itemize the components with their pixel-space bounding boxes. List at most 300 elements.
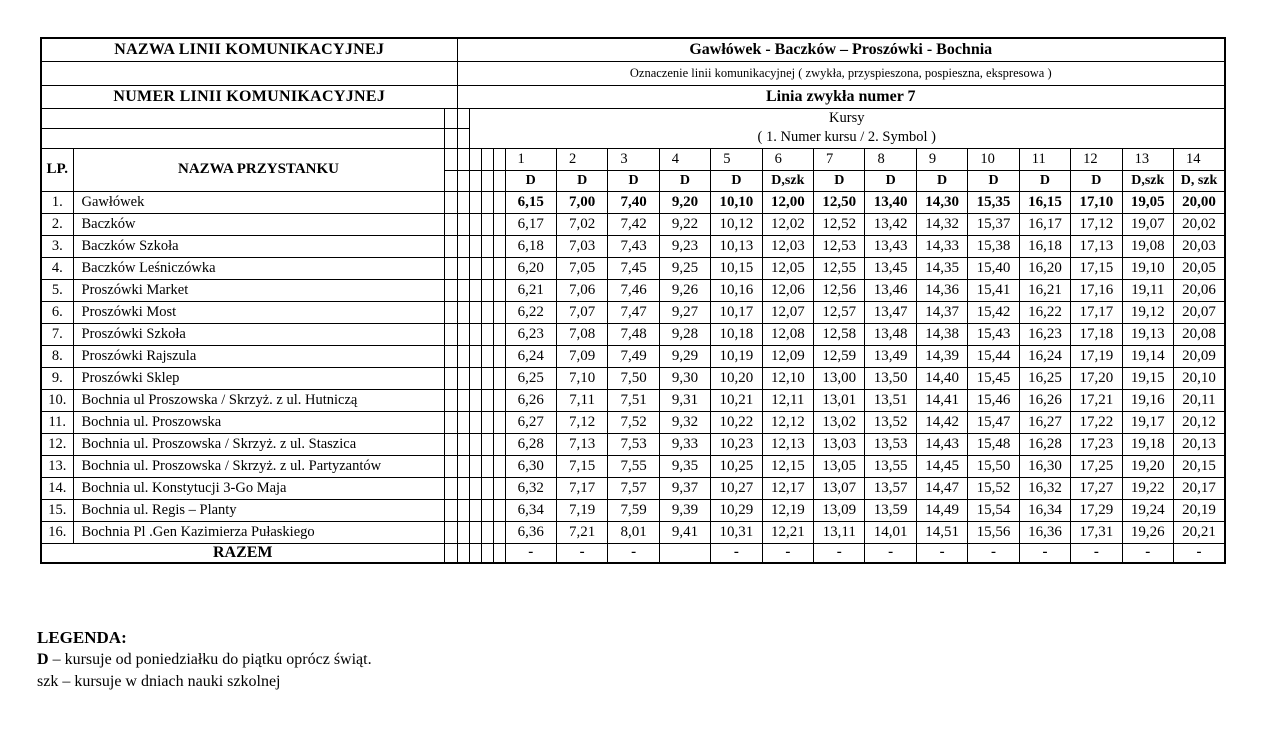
departure-time: 15,48 xyxy=(968,433,1019,455)
empty-cell xyxy=(481,191,493,213)
departure-time: 14,45 xyxy=(916,455,967,477)
courses-header-cell xyxy=(469,108,1225,148)
course-symbol: D xyxy=(711,170,762,191)
departure-time: 14,39 xyxy=(916,345,967,367)
departure-time: 7,53 xyxy=(608,433,659,455)
departure-time: 14,40 xyxy=(916,367,967,389)
departure-time: 19,12 xyxy=(1122,301,1173,323)
empty-cell xyxy=(481,367,493,389)
course-number: 6 xyxy=(762,148,813,170)
departure-time: 14,41 xyxy=(916,389,967,411)
departure-time: 15,38 xyxy=(968,235,1019,257)
departure-time: 19,15 xyxy=(1122,367,1173,389)
departure-time: 12,05 xyxy=(762,257,813,279)
departure-time: 12,15 xyxy=(762,455,813,477)
courses-header-row xyxy=(41,108,1225,128)
departure-time: 19,16 xyxy=(1122,389,1173,411)
departure-time: 16,27 xyxy=(1019,411,1070,433)
empty-cell xyxy=(469,543,481,563)
departure-time: 12,21 xyxy=(762,521,813,543)
departure-time: 14,38 xyxy=(916,323,967,345)
stop-number: 5. xyxy=(41,279,73,301)
departure-time: 9,41 xyxy=(659,521,710,543)
course-symbol: D xyxy=(1019,170,1070,191)
departure-time: 16,22 xyxy=(1019,301,1070,323)
departure-time: 6,30 xyxy=(505,455,556,477)
departure-time: 12,07 xyxy=(762,301,813,323)
departure-time: 17,31 xyxy=(1071,521,1122,543)
empty-cell xyxy=(469,499,481,521)
departure-time: 12,17 xyxy=(762,477,813,499)
stop-number: 11. xyxy=(41,411,73,433)
empty-cell xyxy=(444,477,457,499)
timetable-table xyxy=(40,37,1226,564)
departure-time: 15,41 xyxy=(968,279,1019,301)
empty-cell xyxy=(469,411,481,433)
departure-time: 7,11 xyxy=(556,389,607,411)
departure-time: 20,21 xyxy=(1174,521,1226,543)
course-number: 10 xyxy=(968,148,1019,170)
departure-time: 16,34 xyxy=(1019,499,1070,521)
course-number: 3 xyxy=(608,148,659,170)
empty-cell xyxy=(493,257,505,279)
empty-cell xyxy=(493,477,505,499)
departure-time: 13,02 xyxy=(814,411,865,433)
departure-time: 6,17 xyxy=(505,213,556,235)
empty-cell xyxy=(493,521,505,543)
empty-cell xyxy=(457,279,469,301)
departure-time: 6,23 xyxy=(505,323,556,345)
departure-time: 7,47 xyxy=(608,301,659,323)
departure-time: 16,25 xyxy=(1019,367,1070,389)
departure-time: 9,29 xyxy=(659,345,710,367)
empty-cell xyxy=(444,521,457,543)
empty-cell xyxy=(481,323,493,345)
empty-cell xyxy=(481,279,493,301)
departure-time: 13,01 xyxy=(814,389,865,411)
departure-time: 20,08 xyxy=(1174,323,1226,345)
stop-name: Proszówki Rajszula xyxy=(73,345,444,367)
departure-time: 15,43 xyxy=(968,323,1019,345)
departure-time: 13,11 xyxy=(814,521,865,543)
stop-row xyxy=(41,235,1225,257)
empty-cell xyxy=(457,345,469,367)
empty-cell xyxy=(493,411,505,433)
empty-cell xyxy=(457,108,469,128)
stop-row xyxy=(41,477,1225,499)
empty-cell xyxy=(481,213,493,235)
departure-time: 7,07 xyxy=(556,301,607,323)
departure-time: 7,12 xyxy=(556,411,607,433)
course-number: 14 xyxy=(1174,148,1226,170)
departure-time: 7,06 xyxy=(556,279,607,301)
empty-cell xyxy=(444,411,457,433)
departure-time: 10,12 xyxy=(711,213,762,235)
stops-body xyxy=(41,191,1225,543)
departure-time: 14,49 xyxy=(916,499,967,521)
stop-number: 13. xyxy=(41,455,73,477)
empty-cell xyxy=(457,543,469,563)
course-symbol: D,szk xyxy=(762,170,813,191)
empty-cell xyxy=(457,389,469,411)
empty-cell xyxy=(457,477,469,499)
departure-time: 20,15 xyxy=(1174,455,1226,477)
stop-number: 14. xyxy=(41,477,73,499)
stop-row xyxy=(41,367,1225,389)
empty-cell xyxy=(493,367,505,389)
summary-cell: - xyxy=(865,543,916,563)
departure-time: 20,12 xyxy=(1174,411,1226,433)
departure-time: 10,23 xyxy=(711,433,762,455)
departure-time: 15,44 xyxy=(968,345,1019,367)
summary-cell: - xyxy=(608,543,659,563)
stop-number: 9. xyxy=(41,367,73,389)
summary-cell: - xyxy=(762,543,813,563)
departure-time: 7,45 xyxy=(608,257,659,279)
stop-row xyxy=(41,191,1225,213)
course-symbol: D xyxy=(1071,170,1122,191)
departure-time: 9,26 xyxy=(659,279,710,301)
departure-time: 14,01 xyxy=(865,521,916,543)
departure-time: 9,37 xyxy=(659,477,710,499)
departure-time: 19,14 xyxy=(1122,345,1173,367)
departure-time: 14,51 xyxy=(916,521,967,543)
departure-time: 9,27 xyxy=(659,301,710,323)
empty-cell xyxy=(457,455,469,477)
empty-cell xyxy=(469,301,481,323)
stop-name: Baczków Leśniczówka xyxy=(73,257,444,279)
departure-time: 12,12 xyxy=(762,411,813,433)
summary-cell: - xyxy=(968,543,1019,563)
departure-time: 12,10 xyxy=(762,367,813,389)
empty-cell xyxy=(481,235,493,257)
stop-name: Bochnia Pl .Gen Kazimierza Pułaskiego xyxy=(73,521,444,543)
stop-number: 2. xyxy=(41,213,73,235)
empty-cell xyxy=(444,323,457,345)
departure-time: 6,15 xyxy=(505,191,556,213)
empty-cell xyxy=(457,367,469,389)
departure-time: 20,07 xyxy=(1174,301,1226,323)
empty-cell xyxy=(469,235,481,257)
empty-cell xyxy=(493,170,505,191)
departure-time: 13,53 xyxy=(865,433,916,455)
departure-time: 7,57 xyxy=(608,477,659,499)
empty-cell xyxy=(493,213,505,235)
departure-time: 7,49 xyxy=(608,345,659,367)
stop-name: Bochnia ul Proszowska / Skrzyż. z ul. Hutniczą xyxy=(73,389,444,411)
departure-time: 6,24 xyxy=(505,345,556,367)
empty-cell xyxy=(444,148,457,170)
departure-time: 16,28 xyxy=(1019,433,1070,455)
departure-time: 13,47 xyxy=(865,301,916,323)
departure-time: 15,46 xyxy=(968,389,1019,411)
departure-time: 16,18 xyxy=(1019,235,1070,257)
stop-name: Proszówki Most xyxy=(73,301,444,323)
empty-cell xyxy=(481,455,493,477)
empty-cell xyxy=(481,148,493,170)
departure-time: 13,07 xyxy=(814,477,865,499)
departure-time: 17,12 xyxy=(1071,213,1122,235)
departure-time: 17,15 xyxy=(1071,257,1122,279)
departure-time: 17,10 xyxy=(1071,191,1122,213)
stop-row xyxy=(41,433,1225,455)
empty-cell xyxy=(481,477,493,499)
departure-time: 13,00 xyxy=(814,367,865,389)
departure-time: 7,15 xyxy=(556,455,607,477)
departure-time: 8,01 xyxy=(608,521,659,543)
departure-time: 12,09 xyxy=(762,345,813,367)
empty-cell xyxy=(469,191,481,213)
departure-time: 9,25 xyxy=(659,257,710,279)
empty-cell xyxy=(41,128,444,148)
departure-time: 10,22 xyxy=(711,411,762,433)
departure-time: 6,28 xyxy=(505,433,556,455)
empty-cell xyxy=(469,455,481,477)
empty-cell xyxy=(493,191,505,213)
legend-line-d xyxy=(37,649,372,671)
course-symbol: D, szk xyxy=(1174,170,1226,191)
empty-cell xyxy=(493,499,505,521)
empty-cell xyxy=(444,455,457,477)
line-number-value: Linia zwykła numer 7 xyxy=(457,85,1225,108)
departure-time: 14,47 xyxy=(916,477,967,499)
departure-time: 13,52 xyxy=(865,411,916,433)
departure-time: 10,16 xyxy=(711,279,762,301)
departure-time: 19,05 xyxy=(1122,191,1173,213)
departure-time: 20,05 xyxy=(1174,257,1226,279)
departure-time: 6,21 xyxy=(505,279,556,301)
departure-time: 12,53 xyxy=(814,235,865,257)
departure-time: 20,19 xyxy=(1174,499,1226,521)
departure-time: 20,11 xyxy=(1174,389,1226,411)
departure-time: 15,47 xyxy=(968,411,1019,433)
departure-time: 12,52 xyxy=(814,213,865,235)
empty-cell xyxy=(469,279,481,301)
departure-time: 9,39 xyxy=(659,499,710,521)
empty-cell xyxy=(481,389,493,411)
departure-time: 9,33 xyxy=(659,433,710,455)
departure-time: 9,35 xyxy=(659,455,710,477)
departure-time: 7,09 xyxy=(556,345,607,367)
stop-row xyxy=(41,411,1225,433)
departure-time: 17,18 xyxy=(1071,323,1122,345)
empty-cell xyxy=(469,521,481,543)
stop-number: 8. xyxy=(41,345,73,367)
departure-time: 10,10 xyxy=(711,191,762,213)
summary-cell: - xyxy=(1174,543,1226,563)
empty-cell xyxy=(469,323,481,345)
departure-time: 13,55 xyxy=(865,455,916,477)
departure-time: 20,02 xyxy=(1174,213,1226,235)
departure-time: 13,09 xyxy=(814,499,865,521)
empty-cell xyxy=(457,433,469,455)
stop-name: Bochnia ul. Proszowska / Skrzyż. z ul. Partyzantów xyxy=(73,455,444,477)
departure-time: 7,00 xyxy=(556,191,607,213)
departure-time: 13,03 xyxy=(814,433,865,455)
departure-time: 7,40 xyxy=(608,191,659,213)
empty-cell xyxy=(481,170,493,191)
course-symbol: D xyxy=(968,170,1019,191)
stop-name: Bochnia ul. Konstytucji 3-Go Maja xyxy=(73,477,444,499)
departure-time: 17,19 xyxy=(1071,345,1122,367)
summary-cell: - xyxy=(916,543,967,563)
departure-time: 10,18 xyxy=(711,323,762,345)
course-number: 2 xyxy=(556,148,607,170)
departure-time: 14,35 xyxy=(916,257,967,279)
departure-time: 12,00 xyxy=(762,191,813,213)
empty-cell xyxy=(493,389,505,411)
departure-time: 7,48 xyxy=(608,323,659,345)
departure-time: 12,57 xyxy=(814,301,865,323)
departure-time: 14,33 xyxy=(916,235,967,257)
stop-number: 4. xyxy=(41,257,73,279)
departure-time: 6,25 xyxy=(505,367,556,389)
stop-number: 16. xyxy=(41,521,73,543)
departure-time: 6,22 xyxy=(505,301,556,323)
course-symbol: D xyxy=(556,170,607,191)
summary-cell xyxy=(659,543,710,563)
departure-time: 7,19 xyxy=(556,499,607,521)
legend xyxy=(37,627,372,693)
departure-time: 15,54 xyxy=(968,499,1019,521)
course-symbol: D,szk xyxy=(1122,170,1173,191)
course-symbol: D xyxy=(659,170,710,191)
stop-name: Proszówki Sklep xyxy=(73,367,444,389)
empty-cell xyxy=(444,128,457,148)
summary-cell: - xyxy=(556,543,607,563)
departure-time: 14,42 xyxy=(916,411,967,433)
departure-time: 15,40 xyxy=(968,257,1019,279)
designation-row xyxy=(41,61,1225,85)
empty-cell xyxy=(493,279,505,301)
departure-time: 19,11 xyxy=(1122,279,1173,301)
departure-time: 7,10 xyxy=(556,367,607,389)
departure-time: 16,32 xyxy=(1019,477,1070,499)
departure-time: 10,19 xyxy=(711,345,762,367)
departure-time: 7,51 xyxy=(608,389,659,411)
course-numbers-row xyxy=(41,148,1225,170)
departure-time: 17,13 xyxy=(1071,235,1122,257)
departure-time: 14,36 xyxy=(916,279,967,301)
departure-time: 7,50 xyxy=(608,367,659,389)
departure-time: 16,20 xyxy=(1019,257,1070,279)
departure-time: 19,10 xyxy=(1122,257,1173,279)
route-name: Gawłówek - Baczków – Proszówki - Bochnia xyxy=(457,38,1225,61)
summary-cell: - xyxy=(1071,543,1122,563)
empty-cell xyxy=(457,235,469,257)
course-symbol: D xyxy=(814,170,865,191)
stop-row xyxy=(41,279,1225,301)
empty-cell xyxy=(493,543,505,563)
departure-time: 7,42 xyxy=(608,213,659,235)
departure-time: 10,29 xyxy=(711,499,762,521)
empty-cell xyxy=(444,213,457,235)
empty-cell xyxy=(469,170,481,191)
departure-time: 17,20 xyxy=(1071,367,1122,389)
empty-cell xyxy=(481,521,493,543)
departure-time: 13,05 xyxy=(814,455,865,477)
departure-time: 14,43 xyxy=(916,433,967,455)
stop-row xyxy=(41,213,1225,235)
summary-cell: - xyxy=(1122,543,1173,563)
empty-cell xyxy=(457,499,469,521)
departure-time: 20,13 xyxy=(1174,433,1226,455)
departure-time: 12,11 xyxy=(762,389,813,411)
departure-time: 7,59 xyxy=(608,499,659,521)
empty-cell xyxy=(493,301,505,323)
stop-row xyxy=(41,499,1225,521)
departure-time: 13,46 xyxy=(865,279,916,301)
legend-desc-d: – kursuje od poniedziałku do piątku oprócz świąt. xyxy=(48,651,372,668)
empty-cell xyxy=(457,411,469,433)
empty-cell xyxy=(493,235,505,257)
empty-cell xyxy=(457,170,469,191)
departure-time: 10,17 xyxy=(711,301,762,323)
departure-time: 7,05 xyxy=(556,257,607,279)
lp-column-header: LP. xyxy=(41,148,73,191)
empty-cell xyxy=(481,433,493,455)
stop-number: 6. xyxy=(41,301,73,323)
departure-time: 16,17 xyxy=(1019,213,1070,235)
departure-time: 19,08 xyxy=(1122,235,1173,257)
empty-cell xyxy=(469,433,481,455)
stop-name: Baczków xyxy=(73,213,444,235)
departure-time: 9,23 xyxy=(659,235,710,257)
departure-time: 13,51 xyxy=(865,389,916,411)
course-number: 9 xyxy=(916,148,967,170)
departure-time: 19,13 xyxy=(1122,323,1173,345)
departure-time: 15,42 xyxy=(968,301,1019,323)
course-number: 11 xyxy=(1019,148,1070,170)
title-block xyxy=(41,38,1225,191)
legend-title: LEGENDA: xyxy=(37,628,127,647)
departure-time: 9,30 xyxy=(659,367,710,389)
stop-number: 15. xyxy=(41,499,73,521)
departure-time: 16,23 xyxy=(1019,323,1070,345)
departure-time: 7,03 xyxy=(556,235,607,257)
departure-time: 12,59 xyxy=(814,345,865,367)
empty-cell xyxy=(481,257,493,279)
departure-time: 13,42 xyxy=(865,213,916,235)
departure-time: 16,24 xyxy=(1019,345,1070,367)
empty-cell xyxy=(444,389,457,411)
stop-name: Bochnia ul. Regis – Planty xyxy=(73,499,444,521)
course-number: 1 xyxy=(505,148,556,170)
stop-number: 1. xyxy=(41,191,73,213)
empty-cell xyxy=(457,257,469,279)
course-number: 5 xyxy=(711,148,762,170)
departure-time: 7,52 xyxy=(608,411,659,433)
stop-row xyxy=(41,521,1225,543)
empty-cell xyxy=(457,148,469,170)
departure-time: 9,32 xyxy=(659,411,710,433)
departure-time: 19,07 xyxy=(1122,213,1173,235)
stop-number: 7. xyxy=(41,323,73,345)
empty-cell xyxy=(457,191,469,213)
line-designation-note: Oznaczenie linii komunikacyjnej ( zwykła, przyspieszona, pospieszna, ekspresowa ) xyxy=(457,61,1225,85)
departure-time: 12,55 xyxy=(814,257,865,279)
course-symbol: D xyxy=(916,170,967,191)
departure-time: 19,24 xyxy=(1122,499,1173,521)
departure-time: 7,13 xyxy=(556,433,607,455)
departure-time: 12,02 xyxy=(762,213,813,235)
course-number: 8 xyxy=(865,148,916,170)
line-number-label: NUMER LINII KOMUNIKACYJNEJ xyxy=(41,85,457,108)
departure-time: 10,13 xyxy=(711,235,762,257)
departure-time: 19,26 xyxy=(1122,521,1173,543)
departure-time: 10,21 xyxy=(711,389,762,411)
stop-row xyxy=(41,389,1225,411)
